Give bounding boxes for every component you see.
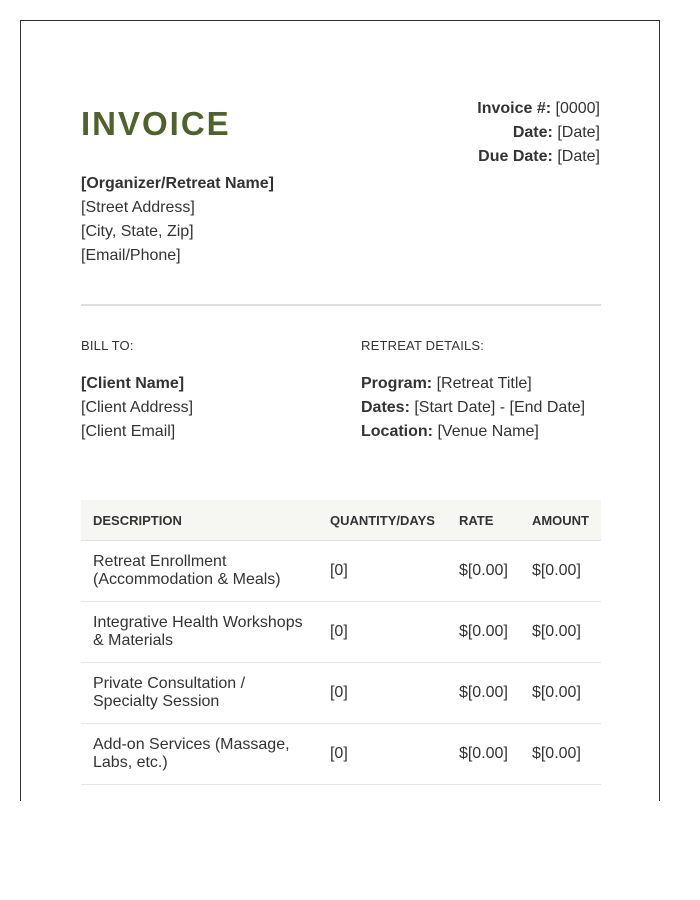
- row-amount: $[0.00]: [520, 541, 601, 602]
- retreat-details-block: [361, 372, 585, 444]
- dates-label: Dates:: [361, 399, 410, 416]
- row-quantity: [0]: [318, 663, 447, 724]
- bill-to-heading: BILL TO:: [81, 338, 134, 353]
- table-row: [81, 724, 601, 785]
- row-rate: $[0.00]: [447, 602, 520, 663]
- retreat-location-line: [361, 420, 585, 444]
- row-quantity: [0]: [318, 724, 447, 785]
- header-divider: [81, 304, 601, 306]
- row-rate: $[0.00]: [447, 724, 520, 785]
- invoice-number-value: [0000]: [555, 100, 600, 117]
- header-rate: RATE: [447, 500, 520, 541]
- organizer-street: [Street Address]: [81, 199, 195, 216]
- table-row: [81, 602, 601, 663]
- client-address: [Client Address]: [81, 399, 194, 416]
- invoice-meta: [477, 97, 600, 169]
- table-header-row: [81, 500, 601, 541]
- invoice-number-label: Invoice #:: [477, 100, 552, 117]
- invoice-date-label: Date:: [512, 124, 553, 141]
- row-amount: $[0.00]: [520, 602, 601, 663]
- invoice-page: [20, 20, 660, 801]
- row-description: Add-on Services (Massage, Labs, etc.): [81, 724, 318, 785]
- organizer-contact: [Email/Phone]: [81, 247, 181, 264]
- program-label: Program:: [361, 375, 433, 392]
- organizer-block: [81, 172, 274, 268]
- invoice-number-line: [477, 97, 600, 121]
- row-description: Integrative Health Workshops & Materials: [81, 602, 318, 663]
- invoice-due-label: Due Date:: [478, 148, 553, 165]
- table-row: [81, 663, 601, 724]
- invoice-due-line: [477, 145, 600, 169]
- retreat-dates-line: [361, 396, 585, 420]
- client-name: [Client Name]: [81, 375, 185, 392]
- row-rate: $[0.00]: [447, 541, 520, 602]
- retreat-details-heading: RETREAT DETAILS:: [361, 338, 485, 353]
- line-items-table: [81, 500, 601, 785]
- invoice-date-line: [477, 121, 600, 145]
- row-description: Private Consultation / Specialty Session: [81, 663, 318, 724]
- row-quantity: [0]: [318, 602, 447, 663]
- header-amount: AMOUNT: [520, 500, 601, 541]
- row-amount: $[0.00]: [520, 663, 601, 724]
- row-rate: $[0.00]: [447, 663, 520, 724]
- invoice-date-value: [Date]: [557, 124, 600, 141]
- location-label: Location:: [361, 423, 433, 440]
- program-value: [Retreat Title]: [436, 375, 532, 392]
- location-value: [Venue Name]: [437, 423, 539, 440]
- table-row: [81, 541, 601, 602]
- invoice-title: INVOICE: [81, 105, 231, 142]
- invoice-due-value: [Date]: [557, 148, 600, 165]
- row-description: Retreat Enrollment (Accommodation & Meals): [81, 541, 318, 602]
- dates-value: [Start Date] - [End Date]: [414, 399, 586, 416]
- bill-to-block: [81, 372, 193, 444]
- header-description: DESCRIPTION: [81, 500, 318, 541]
- row-quantity: [0]: [318, 541, 447, 602]
- header-quantity: QUANTITY/DAYS: [318, 500, 447, 541]
- client-email: [Client Email]: [81, 423, 176, 440]
- row-amount: $[0.00]: [520, 724, 601, 785]
- organizer-city: [City, State, Zip]: [81, 223, 194, 240]
- retreat-program-line: [361, 372, 585, 396]
- organizer-name: [Organizer/Retreat Name]: [81, 175, 274, 192]
